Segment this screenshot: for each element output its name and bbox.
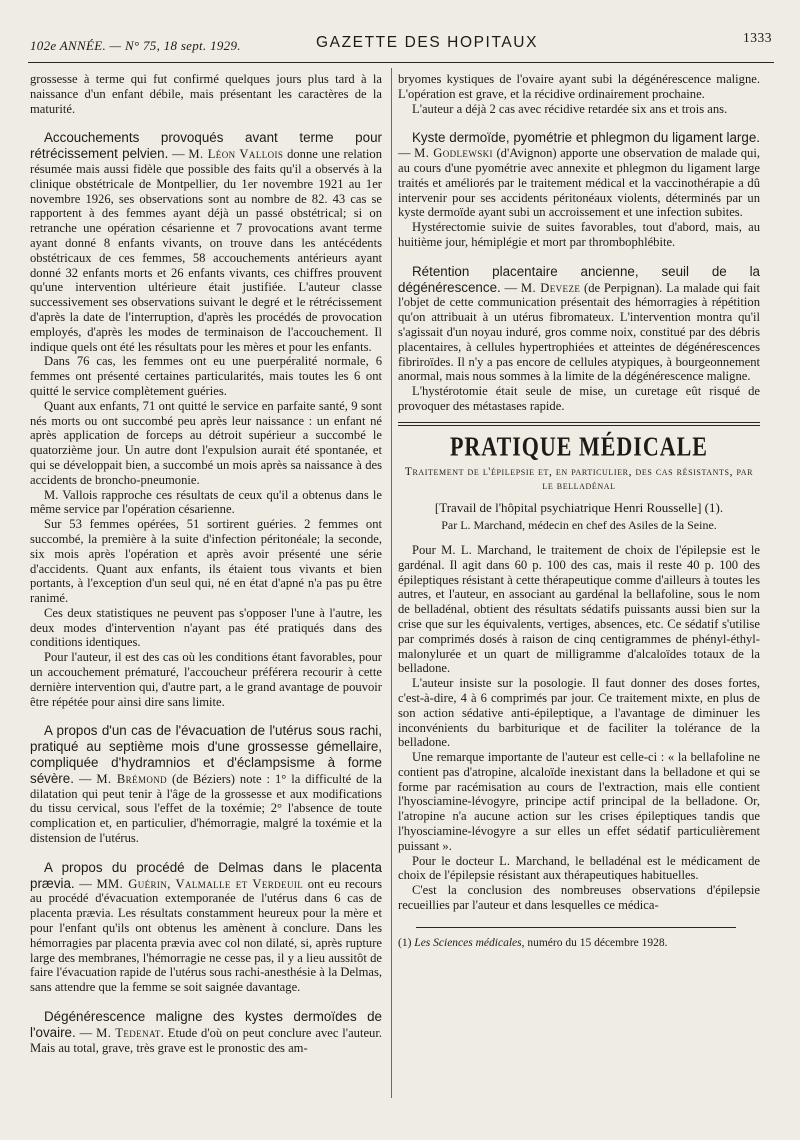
article-title: Dégénérescence maligne des kystes dermoïdes de l'ovaire.: [30, 1009, 382, 1040]
paragraph: Hystérectomie suivie de suites favorables, tout d'abord, mais, au huitième jour, hémiplégie et mort par thrombophlébite.: [398, 220, 760, 249]
page-number: 1333: [743, 30, 772, 45]
continued-paragraph: grossesse à terme qui fut confirmé quelques jours plus tard à la naissance d'un enfant débile, mais présentant les caractères de la maturité.: [30, 72, 382, 116]
article-kystes: Dégénérescence maligne des kystes dermoïdes de l'ovaire. — M. Tedenat. Etude d'où on peut conclure avec l'auteur. Mais au total, grave, très grave est le pronostic des am-: [30, 1009, 382, 1055]
article-heading: Traitement de l'épilepsie et, en particulier, des cas résistants, par le belladénal: [404, 465, 754, 492]
article-subheading: [Travail de l'hôpital psychiatrique Henri Rousselle] (1).: [434, 500, 724, 516]
page-header: [26, 28, 776, 62]
article-author: M. Léon Vallois: [188, 147, 284, 162]
issue-info: 102e ANNÉE. — N° 75, 18 sept. 1929.: [30, 38, 241, 53]
article-title: A propos du procédé de Delmas dans le placenta prævia.: [30, 859, 382, 891]
paragraph: Sur 53 femmes opérées, 51 sortirent guéries. 2 femmes ont succombé, la première à la suite d'infection péritonéale; la seconde, six mois après l'opération et après avoir présenté une série d'accidents. Quant aux enfants, ils étaient tous vivants et bien portants, à l'exception d'un seul qui, né en état d'apné n'a pas pu être ranimé.: [30, 517, 382, 606]
header-rule: [28, 62, 774, 63]
paragraph: L'auteur a déjà 2 cas avec récidive retardée six ans et trois ans.: [412, 101, 728, 116]
article-title: Accouchements provoqués avant terme pour rétrécissement pelvien.: [30, 130, 382, 162]
article-delmas: A propos du procédé de Delmas dans le placenta prævia. — MM. Guérin, Valmalle et Verdeuil ont eu recours au procédé d'évacuation extemporanée de l'utérus dans 6 cas de placenta prævia. Les résultats constamment heureux pour la mère et pour l'enfant qu'ils ont obtenus les amènent à conclure. Dans les hémorragies par placenta prævia avec col non dilaté, si, après rupture large des membranes, l'hémorragie ne cesse pas, il y a lieu aussitôt de faire l'évacuation rapide de l'utérus sous rachi-anesthésie à la Delmas, sans attendre que la femme se soit saignée davantage.: [30, 859, 382, 995]
paragraph: Quant aux enfants, 71 ont quitté le service en parfaite santé, 9 sont nés morts ou ont succombé peu après leur naissance : un enfant né après application de forceps au détroit supérieur a succombé le quatorzième jour. Un autre dont l'expulsion aurait été spontanée, et qui se développait bien, a succombé un mois après sa naissance à des accidents de broncho-pneumonie.: [30, 398, 382, 487]
footnote-rule: [416, 927, 736, 928]
article-retention: Rétention placentaire ancienne, seuil de la dégénérescence. — M. Deveze (de Perpignan). La malade qui fait l'objet de cette communication présentait des hémorragies à répétition qu'on attribuait à un utérus fibromateux. L'intervention montra qu'il s'agissait d'un noyau induré, gros comme noix, constitué par des débris placentaires, à cellules hypertrophiées et atteintes de dégénérescences fibriroïdes. Il n'y a pas encore de cellules atypiques, à bourgeonnement anormal, mais nous sommes à la limite de la dégénérescence maligne.: [398, 263, 760, 384]
article-accouchements: [30, 130, 382, 354]
paragraph: Pour l'auteur, il est des cas où les conditions étant favorables, pour un accouchement prématuré, l'accoucheur préférera recourir à cette dernière intervention qui, d'autre part, a le grand avantage de pouvoir être répétée pour ainsi dire sans limite.: [30, 650, 382, 709]
paragraph: Une remarque importante de l'auteur est celle-ci : « la bellafoline ne contient pas d'atropine, alcaloïde inexistant dans la belladone et qui se forme par racémisation au cours de l'extraction, mais elle contient l'hyosciamine-lévogyre, principe actif principal de la belladone. Or, l'atropine n'a aucune action sur les crises épileptiques tandis que l'hyosciamine-lévogyre a sur elles un effet sédatif particulièrement puissant ».: [398, 750, 760, 853]
article-text: (de Perpignan). La malade qui fait l'objet de cette communication présentait des hémorragies à répétition qu'on attribuait à un utérus fibromateux. L'intervention montra qu'il s'agissait d'un noyau induré, gros comme noix, constitué par des débris placentaires, à cellules hypertrophiées et atteintes de dégénérescences fibriroïdes. Il n'y a pas encore de cellules atypiques, à bourgeonnement anormal, mais nous sommes à la limite de la dégénérescence maligne.: [398, 280, 760, 384]
footnote-number: (1): [398, 936, 415, 949]
article-author: M. Brémond: [96, 771, 168, 786]
article-author: M. Deveze: [520, 280, 581, 295]
journal-title: GAZETTE DES HOPITAUX: [316, 34, 539, 51]
article-text: (d'Avignon) apporte une observation de malade qui, au cours d'une pyométrie avec annexite et phlegmon du ligament large traités et améliorés par le traitement médical et la vaccinothérapie a dû intervenir pour ses accidents péritonéaux violents, déterminés par un kyste dermoïde ayant subi un accroissement et une infection subites.: [398, 146, 760, 220]
paragraph: C'est la conclusion des nombreuses observations d'épilepsie recueillies par l'auteur et dans lesquelles ce médica-: [398, 883, 760, 913]
article-title: Rétention placentaire ancienne, seuil de la dégénérescence.: [398, 263, 760, 295]
article-author: M. Tedenat: [96, 1025, 161, 1040]
article-author: MM. Guérin, Valmalle et Verdeuil: [96, 876, 304, 891]
dash: —: [168, 147, 189, 162]
section-title: PRATIQUE MÉDICALE: [449, 430, 708, 462]
paragraph: L'hystérotomie était seule de mise, un curetage eût risqué de provoquer des métastases rapide.: [398, 384, 760, 413]
article-text: . Etude d'où on peut conclure avec l'auteur. Mais au total, grave, très grave est le pronostic des am-: [30, 1025, 382, 1055]
right-column: [398, 72, 760, 951]
article-byline: Par L. Marchand, médecin en chef des Asiles de la Seine.: [441, 518, 717, 533]
footnote: [398, 936, 760, 951]
article-title: A propos d'un cas de l'évacuation de l'utérus sous rachi, pratiqué au septième mois d'une grossesse gémellaire, compliquée d'hydramnios et d'éclampsisme à forme sévère.: [30, 723, 382, 786]
footnote-text: , numéro du 15 décembre 1928.: [521, 936, 668, 949]
article-text: donne une relation résumée mais aussi fidèle que possible des faits qu'il a observés à la clinique obstétricale de Montpellier, du 1er novembre 1921 au 1er novembre 1926, ses observations sont au nombre de 82. 43 cas se rapportent à des femmes ayant déjà un passé obstétrical; si on retranche une opération césarienne et 7 provocations avant terme ayant donné 8 enfants vivants, on trouve dans les antécédents obstétricaux de ces femmes, 58 accouchements antérieurs ayant donné 32 enfants morts et 26 enfants vivants, ces chiffres prouvent qu'une intervention ultérieure était justifiée. L'auteur classe successivement ses observations suivant le degré et le rétrécissement d'après la date de l'interruption, d'après les procédés de provocation employés, d'après les modes de terminaison de l'accouchement. Il indique quels ont été les résultats pour les mères et pour les enfants.: [30, 147, 383, 354]
paragraph: M. Vallois rapproche ces résultats de ceux qu'il a obtenus dans le même service par l'opération césarienne.: [30, 487, 382, 517]
left-column: [30, 72, 382, 1055]
paragraph: Ces deux statistiques ne peuvent pas s'opposer l'une à l'autre, les deux modes d'intervention n'ayant pas été pratiqués dans des conditions identiques.: [30, 605, 382, 650]
article-author: M. Godlewski: [414, 146, 493, 161]
paragraph: Dans 76 cas, les femmes ont eu une puerpéralité normale, 6 femmes ont présenté certaines particularités, mais toutes les 6 ont quitté le service complètement guéries.: [30, 354, 382, 398]
paragraph: Pour M. L. Marchand, le traitement de choix de l'épilepsie est le gardénal. Il agit dans 60 p. 100 des cas, mais il reste 40 p. 100 des épileptiques résistant à cette thérapeutique comme d'ailleurs à toutes les autres, et l'auteur, en associant au gardénal la bellafoline, sous le nom de belladénal, obtient des résultats sédatifs puissants aussi bien sur la crise que sur les équivalents, vertiges, absences, etc. Ce sédatif s'utilise par comprimés dosés à raison de cinq centigrammes de phényl-éthyl-malonylurée et un quart de milligramme d'alcaloïdes totaux de la belladone.: [398, 542, 760, 676]
footnote-journal: Les Sciences médicales: [414, 936, 522, 949]
section-rule: [398, 422, 760, 426]
column-divider: [391, 68, 392, 1098]
article-text: (de Béziers) note : 1° la difficulté de la dilatation qui peut tenir à l'âge de la grossesse et aux modifications du tissu cervical, sous l'effet de la toxémie; 2° l'absence de toute complication et, en particulier, d'hémorragie, malgré la toxémie et la distension de l'utérus.: [30, 771, 383, 846]
article-text: ont eu recours au procédé d'évacuation extemporanée de l'utérus dans 6 cas de placenta prævia. Les résultats constamment heureux pour la mère et pour l'enfant qu'ils ont obtenus les amènent à conclure. Dans les hémorragies par placenta prævia avec col non dilaté, si, après rupture large des membranes, l'hémorragie ne cesse pas, il y a lieu aussitôt de faire l'évacuation rapide de l'utérus sous rachi-anesthésie à la Delmas, sans attendre que la femme se soit saignée davantage.: [30, 876, 382, 995]
paragraph: L'auteur insiste sur la posologie. Il faut donner des doses fortes, c'est-à-dire, 4 à 6 comprimés par jour. Ce traitement mixte, en plus de son action sédative anti-épileptique, a l'avantage de diminuer les inconvénients du barbiturique et de faciliter la tolérance de la belladone.: [398, 676, 760, 750]
continued-paragraph: bryomes kystiques de l'ovaire ayant subi la dégénérescence maligne. L'opération est grave, et la récidive ordinairement prochaine.: [398, 72, 760, 101]
article-evacuation: A propos d'un cas de l'évacuation de l'utérus sous rachi, pratiqué au septième mois d'une grossesse gémellaire, compliquée d'hydramnios et d'éclampsisme à forme sévère. — M. Brémond (de Béziers) note : 1° la difficulté de la dilatation qui peut tenir à l'âge de la grossesse et aux modifications du tissu cervical, sous l'effet de la toxémie; 2° l'absence de toute complication et, en particulier, d'hémorragie, malgré la toxémie et la distension de l'utérus.: [30, 723, 383, 846]
paragraph: Pour le docteur L. Marchand, le belladénal est le médicament de choix de l'épilepsie résistant aux thérapeutiques habituelles.: [398, 853, 760, 883]
article-kyste-dermoide: Kyste dermoïde, pyométrie et phlegmon du ligament large. — M. Godlewski (d'Avignon) apporte une observation de malade qui, au cours d'une pyométrie avec annexite et phlegmon du ligament large traités et améliorés par le traitement médical et la vaccinothérapie a dû intervenir pour ses accidents péritonéaux violents, déterminés par un kyste dermoïde ayant subi un accroissement et une infection subites.: [398, 130, 760, 220]
article-title: Kyste dermoïde, pyométrie et phlegmon du ligament large.: [412, 130, 760, 146]
